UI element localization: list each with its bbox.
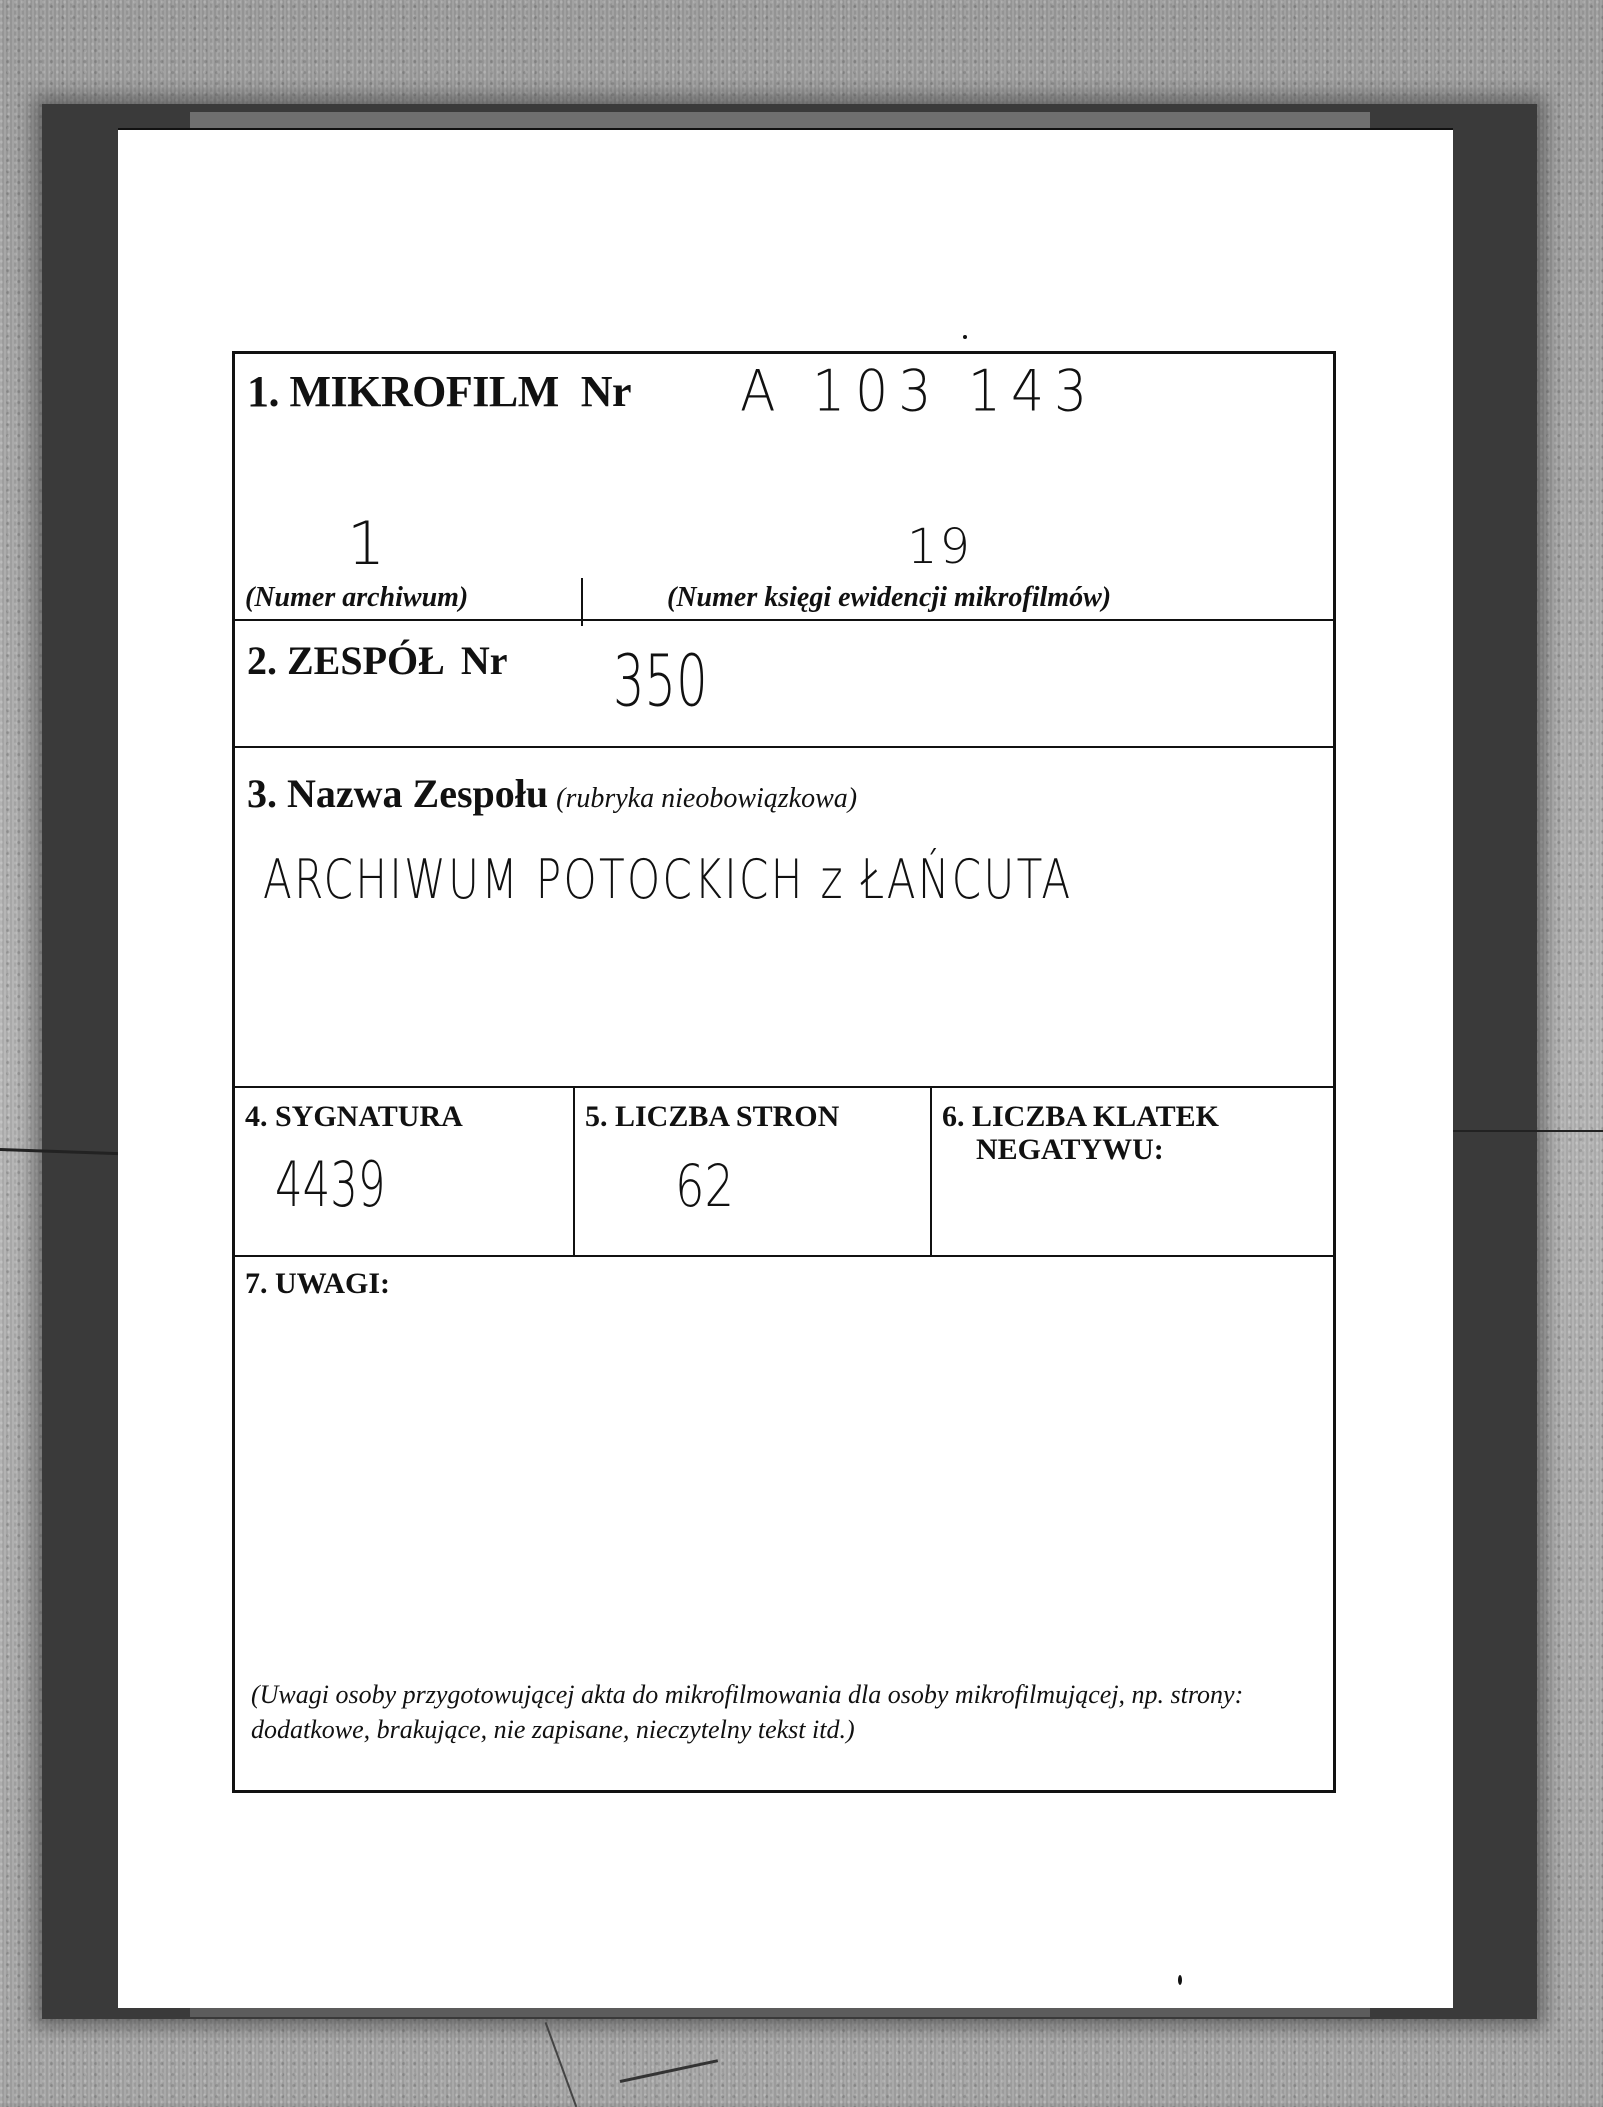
microfilm-label: 1. MIKROFILM: [247, 367, 559, 416]
signature-label: 4. SYGNATURA: [245, 1100, 463, 1133]
archive-number-caption: (Numer archiwum): [245, 582, 469, 613]
section-microfilm: [235, 354, 1333, 621]
microfilm-number-value: A 103 143: [740, 359, 1098, 425]
fonds-heading: [247, 637, 507, 684]
signature-cell: [235, 1088, 575, 1255]
remarks-instructions: (Uwagi osoby przygotowującej akta do mikrofilmowania dla osoby mikrofilmującej, np. strony: dodatkowe, brakujące, nie zapisane, nieczytelny tekst itd.): [251, 1680, 1244, 1745]
frame-count-cell: [932, 1088, 1333, 1255]
page-count-cell: [575, 1088, 932, 1255]
register-number-caption: (Numer księgi ewidencji mikrofilmów): [667, 582, 1112, 613]
nr-label: Nr: [580, 367, 632, 416]
fonds-name-heading: [247, 770, 857, 817]
microfilm-heading: [247, 366, 631, 417]
nr-label: Nr: [460, 638, 508, 683]
section-fonds-name: [235, 748, 1333, 1088]
frame-count-label: [942, 1100, 1219, 1166]
frame-count-label-line1: 6. LICZBA KLATEK: [942, 1100, 1220, 1133]
signature-value: 4439: [275, 1148, 386, 1221]
dust-speck: [963, 335, 967, 339]
film-scratch: [620, 2059, 718, 2083]
fonds-label: 2. ZESPÓŁ: [247, 638, 445, 683]
register-number-value: 19: [907, 519, 973, 575]
microfilm-form: [232, 351, 1336, 1793]
film-scratch: [1453, 1130, 1603, 1132]
film-scratch: [545, 2022, 578, 2107]
section-fonds-number: [235, 621, 1333, 748]
remarks-label: 7. UWAGI:: [245, 1267, 391, 1300]
dust-speck: [1178, 1975, 1182, 1985]
caption-divider: [581, 578, 583, 626]
fonds-number-value: 350: [613, 639, 708, 723]
fonds-name-label: 3. Nazwa Zespołu: [247, 771, 549, 816]
page-count-value: 62: [675, 1152, 735, 1220]
frame-count-label-line2: NEGATYWU:: [976, 1133, 1164, 1166]
page-count-label: 5. LICZBA STRON: [585, 1100, 840, 1133]
archive-number-value: 1: [347, 509, 386, 579]
section-details: [235, 1088, 1333, 1257]
optional-note: (rubryka nieobowiązkowa): [556, 783, 858, 814]
fonds-name-value: ARCHIWUM POTOCKICH z ŁAŃCUTA: [263, 848, 1073, 911]
section-remarks: [235, 1257, 1333, 1790]
